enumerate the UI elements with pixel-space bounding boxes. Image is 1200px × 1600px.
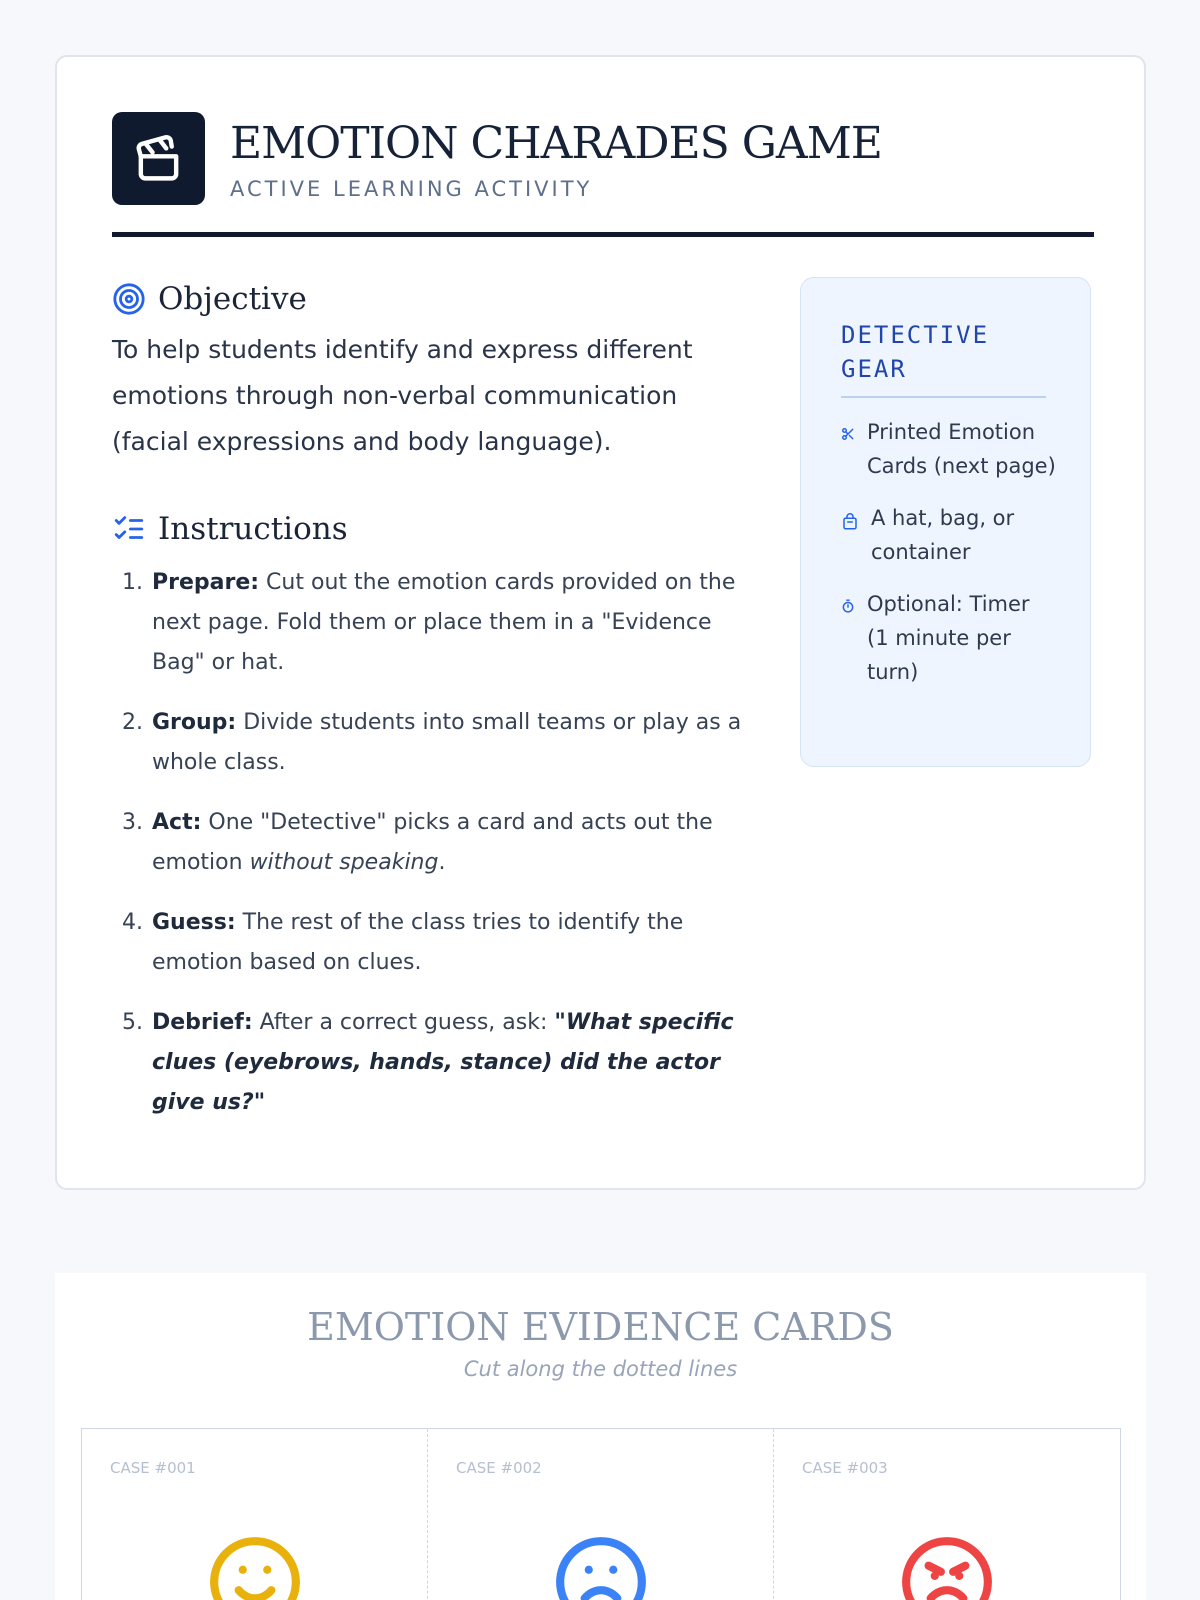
step-label: Prepare: (152, 570, 260, 595)
list-item (112, 703, 752, 783)
evidence-card[interactable] (774, 1429, 1120, 1600)
gear-item-text: Optional: Timer (1 minute per turn) (867, 592, 1030, 684)
gear-title: DETECTIVE GEAR (841, 318, 1046, 398)
list-item (112, 563, 752, 683)
cards-grid (81, 1428, 1121, 1600)
objective-text: To help students identify and express different emotions through non-verbal communication (facial expressions and body language). (112, 335, 693, 456)
evidence-card[interactable] (82, 1429, 428, 1600)
step-text: One "Detective" picks a card and acts out the emotion (152, 810, 713, 875)
happy-face-icon (206, 1533, 304, 1600)
cards-title: EMOTION EVIDENCE CARDS (307, 1305, 894, 1349)
bag-icon (841, 513, 859, 531)
step-text: The rest of the class tries to identify the emotion based on clues. (152, 910, 684, 975)
header-divider (112, 232, 1094, 237)
instructions-heading (112, 507, 752, 551)
stopwatch-icon (841, 599, 855, 613)
list-item (841, 415, 1056, 483)
list-item (112, 803, 752, 883)
cards-subtitle: Cut along the dotted lines (463, 1357, 738, 1381)
gear-item-text: A hat, bag, or container (871, 506, 1015, 564)
scissors-icon (841, 427, 855, 441)
header (112, 112, 1094, 236)
step-label: Group: (152, 710, 237, 735)
step-quote: "What specific clues (eyebrows, hands, stance) did the actor give us?" (152, 1010, 734, 1115)
step-text: Cut out the emotion cards provided on the next page. Fold them or place them in a "Evidence Bag" or hat. (152, 570, 736, 675)
case-label: CASE #001 (110, 1459, 196, 1477)
main-content (112, 277, 752, 1143)
list-item (112, 1003, 752, 1123)
angry-face-icon (898, 1533, 996, 1600)
gear-list (841, 415, 1056, 707)
list-item (841, 501, 1056, 569)
list-item (112, 903, 752, 983)
step-text-end: . (438, 850, 446, 875)
step-number: 5. (122, 1010, 143, 1035)
step-text: After a correct guess, ask: (252, 1010, 555, 1035)
evidence-card[interactable] (428, 1429, 774, 1600)
objective-title: Objective (158, 281, 307, 317)
step-number: 1. (122, 570, 143, 595)
step-text: Divide students into small teams or play as a whole class. (152, 710, 742, 775)
list-item (841, 587, 1056, 689)
sad-face-icon (552, 1533, 650, 1600)
objective-heading (112, 277, 752, 321)
step-label: Guess: (152, 910, 236, 935)
instructions-title: Instructions (158, 511, 348, 547)
instruction-steps (112, 563, 752, 1123)
target-icon (112, 282, 146, 316)
step-number: 3. (122, 810, 143, 835)
evidence-cards-sheet (55, 1273, 1146, 1600)
logo-badge (112, 112, 205, 205)
step-emphasis: without speaking (249, 850, 439, 875)
step-label: Act: (152, 810, 202, 835)
case-label: CASE #003 (802, 1459, 888, 1477)
gear-item-text: Printed Emotion Cards (next page) (867, 420, 1056, 478)
page-subtitle: ACTIVE LEARNING ACTIVITY (230, 177, 593, 201)
page-title: EMOTION CHARADES GAME (230, 118, 882, 169)
step-label: Debrief: (152, 1010, 253, 1035)
step-number: 4. (122, 910, 143, 935)
checklist-icon (112, 512, 146, 546)
clapperboard-icon (132, 132, 185, 185)
detective-gear-panel (800, 277, 1091, 767)
step-number: 2. (122, 710, 143, 735)
case-label: CASE #002 (456, 1459, 542, 1477)
